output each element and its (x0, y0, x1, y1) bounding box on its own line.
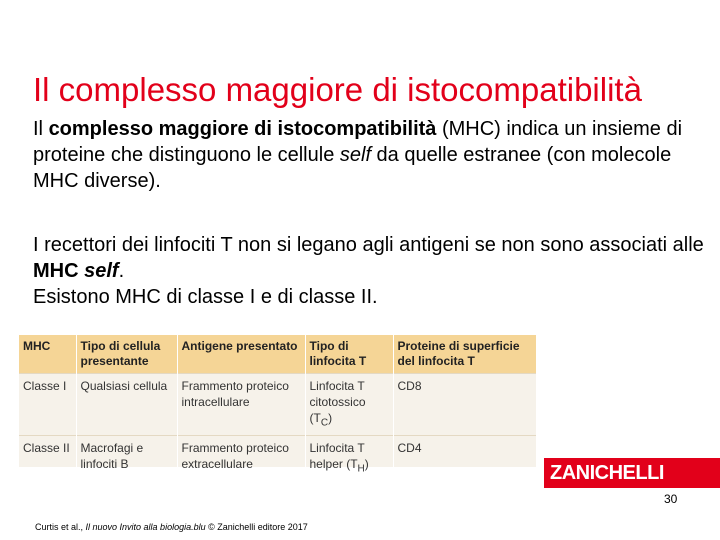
receptor-period: . (118, 260, 125, 282)
lymph-text: Linfocita T helper (T (309, 441, 365, 472)
cell-protein: CD8 (393, 374, 536, 436)
mhc-bold: MHC (33, 260, 85, 282)
intro-italic-self: self (339, 144, 371, 166)
header-surface-protein: Proteine di superficie del linfocita T (393, 335, 536, 374)
footer-book-title: Il nuovo Invito alla biologia.blu (85, 522, 206, 532)
zanichelli-logo: ZANICHELLI (544, 458, 720, 488)
mhc-table-container (19, 335, 536, 475)
lymph-end: ) (364, 457, 369, 472)
cell-lymphocyte (305, 436, 393, 482)
header-antigen: Antigene presentato (177, 335, 305, 374)
lymph-end: ) (328, 411, 333, 425)
intro-text: (MHC) indica un insieme di proteine che distinguono le cellule (33, 118, 683, 166)
cell-presenting: Macrofagi e linfociti B (76, 436, 177, 482)
header-lymphocyte: Tipo di linfocita T (305, 335, 393, 374)
page-number: 30 (664, 492, 678, 506)
intro-paragraph (33, 116, 713, 194)
mhc-table (19, 335, 537, 482)
table-row (19, 374, 536, 436)
table-header-row (19, 335, 536, 374)
self-bold-italic: self (84, 260, 119, 282)
lymph-text: Linfocita T citotossico (T (309, 379, 366, 425)
lymph-sub: C (320, 417, 329, 429)
lymph-sub: H (357, 463, 365, 475)
receptor-paragraph (33, 232, 713, 310)
intro-bold-term: complesso maggiore di istocompatibilità (48, 118, 437, 140)
cell-antigen: Frammento proteico extracellulare (177, 436, 305, 482)
slide-title: Il complesso maggiore di istocompatibilità (33, 71, 642, 109)
cell-protein: CD4 (393, 436, 536, 482)
cell-mhc: Classe I (19, 374, 76, 436)
cell-antigen: Frammento proteico intracellulare (177, 374, 305, 436)
intro-pre: Il (33, 118, 49, 140)
footer-credit (35, 522, 308, 532)
cell-presenting: Qualsiasi cellula (76, 374, 177, 436)
receptor-text: I recettori dei linfociti T non si legano agli antigeni se non sono associati alle (33, 234, 704, 256)
cell-mhc: Classe II (19, 436, 76, 482)
table-row (19, 436, 536, 482)
classes-text: Esistono MHC di classe I e di classe II. (33, 286, 378, 308)
cell-lymphocyte (305, 374, 393, 436)
header-mhc: MHC (19, 335, 76, 374)
intro-text-end: da quelle estranee (con molecole MHC diverse). (33, 144, 672, 192)
header-cell-type: Tipo di cellula presentante (76, 335, 177, 374)
footer-authors: Curtis et al., (35, 522, 86, 532)
footer-publisher: © Zanichelli editore 2017 (205, 522, 308, 532)
